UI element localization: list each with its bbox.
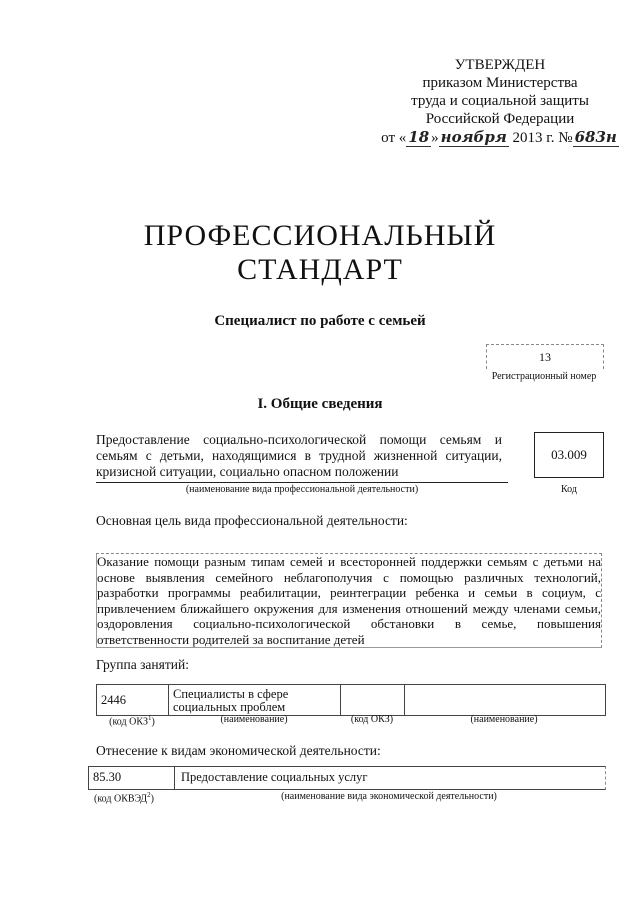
okz-code-caption: (код ОКЗ$^1$) — [109, 714, 155, 728]
date-month-handwritten: ноября — [440, 128, 507, 146]
approval-line-4: Российской Федерации — [425, 111, 575, 127]
date-sep: » — [431, 130, 439, 146]
approval-stamp — [380, 56, 620, 147]
activity-kind-underline — [96, 482, 508, 483]
okz-name-caption: (наименование) — [220, 714, 288, 725]
date-prefix: от « — [381, 130, 407, 146]
approval-date-line — [380, 128, 620, 147]
date-day-handwritten: 18 — [408, 128, 430, 146]
goal-text-box: Оказание помощи разным типам семей и всесторонней поддержки семьям с детьми на основе выявления семейного неблагополучия с помощью различных технологий, разработки программы реабилитации, реинтеграции ребенка и семьи в социум, с привлечением ближайшего окружения для изменения отношений между членами семьи, оздоровления социально-психологической обстановки в семье, повышения ответственности родителей за воспитание детей — [97, 554, 601, 647]
approval-line-1: УТВЕРЖДЕН — [454, 57, 546, 73]
economic-activity-label: Отнесение к видам экономической деятельности: — [96, 743, 381, 758]
okved-code-caption: (код ОКВЭД$^2$) — [94, 791, 154, 805]
activity-kind-caption: (наименование вида профессиональной деятельности) — [185, 484, 419, 495]
activity-code-caption: Код — [561, 484, 577, 495]
document-title-line-1: ПРОФЕССИОНАЛЬНЫЙ — [143, 219, 497, 252]
occupation-group-label: Группа занятий: — [96, 657, 189, 672]
activity-kind-text: Предоставление социально-психологической помощи семьям и семьям с детьми, находящимися в трудной жизненной ситуации, кризисной ситуации, социально опасном положении — [96, 432, 502, 479]
okz-code-2-cell — [341, 685, 405, 715]
okz-code-2-caption: (код ОКЗ) — [350, 714, 394, 725]
approval-line-2: приказом Министерства — [422, 75, 578, 91]
standard-name: Специалист по работе с семьей — [214, 313, 426, 329]
document-title-line-2: СТАНДАРТ — [237, 253, 403, 286]
order-number-handwritten: 683н — [574, 128, 617, 146]
goal-label: Основная цель вида профессиональной деятельности: — [96, 513, 408, 528]
okz-name-2-caption: (наименование) — [470, 714, 538, 725]
okved-table — [88, 766, 606, 790]
okved-code-cell: 85.30 — [89, 767, 175, 789]
okz-code-cell: 2446 — [97, 685, 169, 715]
registration-number-box: 13 — [486, 344, 604, 369]
approval-line-3: труда и социальной защиты — [411, 93, 589, 109]
activity-code-box: 03.009 — [534, 432, 604, 478]
okz-name-2-cell — [405, 685, 605, 715]
okved-name-caption: (наименование вида экономической деятельности) — [281, 791, 497, 802]
okz-name-cell: Специалисты в сфере социальных проблем — [169, 685, 341, 715]
section-title: I. Общие сведения — [257, 396, 383, 412]
registration-number-label: Регистрационный номер — [491, 371, 597, 382]
date-year: 2013 г. № — [512, 130, 573, 146]
occupation-group-table — [96, 684, 606, 716]
okved-name-cell: Предоставление социальных услуг — [181, 770, 368, 784]
